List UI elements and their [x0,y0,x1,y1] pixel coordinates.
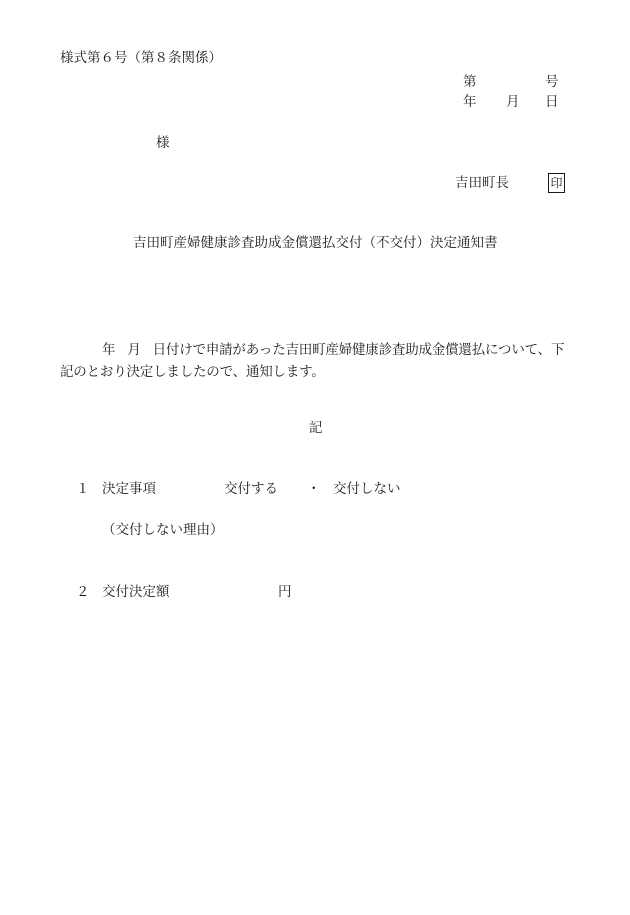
issuer-name: 吉田町長 [455,175,509,191]
date-year-label: 年 [463,94,477,110]
option-grant: 交付する [224,481,278,497]
reason-label: （交付しない理由） [102,522,224,538]
body-paragraph [60,339,575,383]
date-month-label: 月 [506,94,520,110]
option-deny: 交付しない [333,481,401,497]
item-1-number: １ [76,481,90,497]
body-text: 日付けで申請があった吉田町産婦健康診査助成金償還払について、下記のとおり決定しましたので、通知します。 [60,342,565,380]
item-1-label: 決定事項 [102,481,156,497]
document-number-suffix: 号 [545,74,559,90]
item-2-number: ２ [76,584,90,600]
form-number: 様式第６号（第８条関係） [60,50,222,66]
body-year-label: 年 [102,342,116,358]
item-2-label: 交付決定額 [102,584,170,600]
ki-heading: 記 [309,420,323,436]
body-month-label: 月 [127,342,141,358]
amount-unit: 円 [278,584,292,600]
addressee-suffix: 様 [156,135,170,151]
option-separator: ・ [307,481,321,497]
date-day-label: 日 [545,94,559,110]
seal-stamp: 印 [548,173,565,193]
document-number-prefix: 第 [463,74,477,90]
document-title: 吉田町産婦健康診査助成金償還払交付（不交付）決定通知書 [133,235,498,251]
